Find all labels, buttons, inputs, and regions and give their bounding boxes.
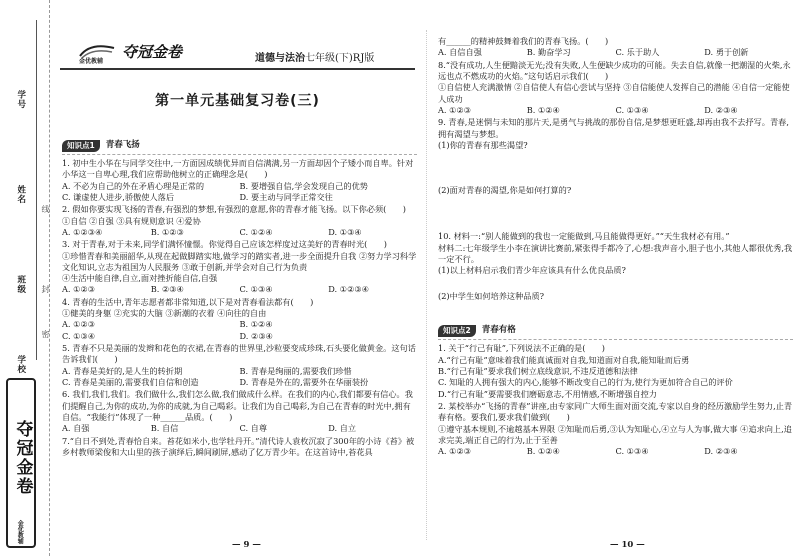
question-items: ④生活中能自律,自立,面对挫折能自信,自强 bbox=[62, 273, 218, 284]
subject-label: 道德与法治 bbox=[255, 53, 305, 64]
option-d: D.“行己有耻”要需要我们磨砺意志,不用情感,不断增强自控力 bbox=[438, 388, 657, 399]
question-12 bbox=[438, 401, 793, 458]
sub-question: (1)你的青春有那些渴望? bbox=[438, 139, 528, 150]
options bbox=[62, 181, 417, 204]
question-stem: 9. 青春,是迷惘与未知的那片天,是勇气与挑战的那份自信,是梦想更旺盛,却再由我不去抒写。青春,拥有渴望与梦想。 bbox=[438, 117, 789, 139]
class-label: 班级 bbox=[15, 275, 26, 294]
option-c: C. ①③④ bbox=[239, 284, 273, 295]
option-a: A. 青春是美好的,是人生的转折期 bbox=[62, 365, 183, 376]
options bbox=[62, 227, 417, 238]
option-b: B. 勤奋学习 bbox=[526, 47, 571, 58]
grade-label: 七年级(下)RJ版 bbox=[305, 53, 375, 64]
question-items: ①健美的身躯 ②充实的大脑 ③新潮的衣着 ④向往的自由 bbox=[62, 308, 267, 319]
question-stem: 3. 对于青春,对于未来,同学们满怀憧憬。你觉得自己应该怎样度过这美好的青春时光( ) bbox=[62, 239, 387, 250]
question-10 bbox=[438, 231, 793, 324]
side-logo bbox=[6, 378, 36, 548]
section-tag: 知识点2 bbox=[438, 325, 476, 337]
option-d: D. ①③④ bbox=[328, 226, 362, 237]
option-a: A. 不必为自己的外在矛盾心理是正常的 bbox=[62, 180, 205, 191]
option-c: C. ①③④ bbox=[615, 104, 649, 115]
question-stem: 1. 初中生小华在与同学交往中,一方面因成绩优异而自信满满,另一方面却因个子矮小而自卑。针对小华这一自卑心理,我们应帮助他树立的正确理念是( ) bbox=[62, 158, 414, 180]
binding-mark-seal: 封 bbox=[41, 285, 51, 293]
option-a: A. ①②③ bbox=[438, 104, 472, 115]
option-c: C. 自尊 bbox=[239, 423, 268, 434]
question-4 bbox=[62, 297, 417, 342]
option-c: C. 知耻的人拥有强大的内心,能够不断改变自己的行为,使行为更加符合自己的评价 bbox=[438, 377, 733, 388]
options bbox=[62, 284, 417, 295]
question-6 bbox=[62, 389, 417, 434]
option-b: B. ①②④ bbox=[526, 446, 560, 457]
section-header-2 bbox=[438, 325, 793, 340]
left-column bbox=[62, 158, 417, 459]
option-a: A. ①②③ bbox=[62, 319, 96, 330]
answer-space[interactable] bbox=[438, 196, 793, 230]
option-a: A.“行己有耻”意味着我们能真诚面对自我,知道面对自我,能知耻而后勇 bbox=[438, 354, 690, 365]
option-b: B. 自信 bbox=[150, 423, 179, 434]
option-a: A. ①②③④ bbox=[62, 226, 103, 237]
page-number-right: — 10 — bbox=[610, 540, 645, 550]
answer-space[interactable] bbox=[438, 277, 793, 291]
option-c: C. 乐于助人 bbox=[615, 47, 660, 58]
sub-question: (2)中学生如何培养这种品质? bbox=[438, 290, 545, 301]
option-a: A. ①②③ bbox=[62, 284, 96, 295]
column-divider bbox=[426, 30, 427, 540]
question-5 bbox=[62, 343, 417, 388]
side-logo-sub: 金优教辅 bbox=[16, 520, 24, 544]
answer-space[interactable] bbox=[438, 151, 793, 185]
question-stem: 6. 我们,我们,我们。我们做什么,我们怎么做,我们做成什么样。在我们的内心,我们都要有信心。我们提醒自己,为你的成功,为你的成就,为自己喝彩。让我们为自己喝彩,为自己在青春的时光中,拥有自信。“我能行”体现了一种______品质。( ) bbox=[62, 389, 413, 422]
question-stem: 4. 青春的生活中,青年志愿者都非常知道,以下是对青春看法都有( ) bbox=[62, 296, 314, 307]
option-a: A. ①②③ bbox=[438, 446, 472, 457]
binding-mark-secret: 密 bbox=[41, 330, 51, 338]
option-b: B.“行己有耻”要求我们树立底线意识,不违反道德和法律 bbox=[438, 365, 638, 376]
question-items: ①珍惜青春和美丽韶华,从现在起做脚踏实地,做学习的踏实者,进一步全面提升自我 ②努力学习科学文化知识,立志为祖国为人民服务 ③敢于创新,并学会对自己行为负责 bbox=[62, 250, 417, 272]
binding-mark-line: 线 bbox=[41, 205, 51, 213]
question-stem: 2. 假如你要实现飞扬的青春,有强烈的梦想,有强烈的意愿,你的青春才能飞扬。以下你必须( ) bbox=[62, 204, 406, 215]
option-d: D. 勇于创新 bbox=[704, 47, 749, 58]
student-id-label: 学号 bbox=[15, 90, 26, 109]
option-b: B. ②③④ bbox=[150, 284, 184, 295]
question-stem: 7.“自日不到处,青春恰自来。苔花如米小,也学牡丹开。”清代诗人袁枚沉寂了300年的小诗《苔》被乡村教师梁俊和大山里的孩子演绎后,瞬间刷屏,感动了亿万青少年。在这首诗中,苔花具 bbox=[62, 435, 415, 457]
options bbox=[62, 319, 417, 342]
question-stem: 有______的精神鼓舞着我们的青春飞扬。( ) bbox=[438, 36, 609, 46]
answer-space[interactable] bbox=[438, 302, 793, 324]
option-b: B. ①②③ bbox=[150, 226, 184, 237]
option-c: C. 青春是美丽的,需要我们自信和创造 bbox=[62, 376, 199, 387]
side-logo-text: 夺冠金卷 bbox=[12, 420, 33, 496]
question-items: ①自信使人充满激情 ②自信使人有信心尝试与坚持 ③自信能使人发挥自己的潜能 ④自信一定能使人成功 bbox=[438, 82, 790, 104]
options bbox=[438, 446, 793, 457]
page-title: 第一单元基础复习卷(三) bbox=[155, 93, 320, 109]
question-stem: 8.“没有成功,人生便黯淡无光;没有失败,人生便缺少成功的可能。失去自信,就像一把潮湿的火柴,永远也点不燃成功的火焰。”这句话启示我们( ) bbox=[438, 59, 791, 81]
brand-logo-icon bbox=[76, 40, 118, 64]
options bbox=[62, 423, 417, 434]
option-b: B. 要增强自信,学会发现自己的优势 bbox=[239, 180, 368, 191]
section-name: 青春飞扬 bbox=[105, 140, 140, 151]
sub-question: (1)以上材料启示我们青少年应该具有什么优良品质? bbox=[438, 265, 626, 276]
option-a: A. 自强 bbox=[62, 423, 90, 434]
material-2: 材料二:七年级学生小李在演讲比赛前,紧张得手都冷了,心想:我声音小,胆子也小,其他人都很优秀,我一定不行。 bbox=[438, 242, 793, 265]
question-stem: 5. 青春不只是美丽的发辫和花色的衣裙,在青春的世界里,沙粒要变成珍珠,石头要化做黄金。这句话告诉我们( ) bbox=[62, 343, 416, 365]
question-2 bbox=[62, 204, 417, 238]
option-d: D. ②③④ bbox=[704, 446, 738, 457]
section-name: 青春有格 bbox=[481, 325, 516, 336]
sub-question: (2)面对青春的渴望,你是如何打算的? bbox=[438, 185, 572, 196]
question-items: ①自信 ②自强 ③具有规则意识 ④爱协 bbox=[62, 215, 201, 226]
page-number-left: — 9 — bbox=[232, 540, 261, 550]
option-c: C. ①③④ bbox=[62, 330, 96, 341]
option-d: D. 青春是外在的,需要外在华丽装扮 bbox=[239, 376, 369, 387]
question-7-continued bbox=[438, 36, 793, 59]
question-7 bbox=[62, 436, 417, 459]
option-c: C. ①②④ bbox=[239, 226, 273, 237]
option-a: A. 自信自强 bbox=[438, 47, 482, 58]
option-d: D. ②③④ bbox=[239, 330, 273, 341]
option-d: D. ②③④ bbox=[704, 104, 738, 115]
question-3 bbox=[62, 239, 417, 296]
option-b: B. ①②④ bbox=[526, 104, 560, 115]
option-c: C. 谦虚使人进步,骄傲使人落后 bbox=[62, 191, 175, 202]
option-b: B. ①②④ bbox=[239, 319, 273, 330]
section-header-1 bbox=[62, 140, 417, 155]
option-c: C. ①③④ bbox=[615, 446, 649, 457]
section-tag: 知识点1 bbox=[62, 140, 100, 152]
question-9 bbox=[438, 117, 793, 230]
question-stem: 2. 某校举办“飞扬的青春”讲座,由专家同广大师生面对面交流,专家以自身的经历激励学生努力,止青春有格。要我们,要求我们做到( ) bbox=[438, 400, 793, 423]
option-d: D. ①②③④ bbox=[328, 284, 370, 295]
question-8 bbox=[438, 60, 793, 117]
options bbox=[438, 355, 793, 400]
option-d: D. 自立 bbox=[328, 423, 357, 434]
question-stem: 1. 关于“行己有耻”,下列说法不正确的是( ) bbox=[438, 343, 605, 354]
options bbox=[438, 47, 793, 58]
svg-text:金优教辅: 金优教辅 bbox=[79, 58, 104, 64]
name-label: 姓名 bbox=[15, 185, 26, 204]
right-column bbox=[438, 36, 793, 458]
question-11 bbox=[438, 343, 793, 400]
question-items: ①遵守基本规则,不逾越基本界限 ②知耻而后勇,③认为知耻心,④立与人为事,做大事 ④追求向上,追求完美,端正自己的行为,止于至善 bbox=[438, 423, 792, 445]
option-b: B. 青春是绚丽的,需要我们珍惜 bbox=[239, 365, 352, 376]
brand-title: 夺冠金卷 bbox=[122, 43, 183, 61]
binding-sidebar bbox=[0, 0, 50, 556]
option-d: D. 要主动与同学正常交往 bbox=[239, 191, 333, 202]
binding-line bbox=[36, 20, 37, 360]
material-1: 10. 材料一:“别人能做到的我也一定能做到,马且能做得更好。”“天生我材必有用。” bbox=[438, 231, 730, 242]
question-1 bbox=[62, 158, 417, 203]
options bbox=[438, 105, 793, 116]
school-label: 学校 bbox=[15, 355, 26, 374]
options bbox=[62, 366, 417, 389]
